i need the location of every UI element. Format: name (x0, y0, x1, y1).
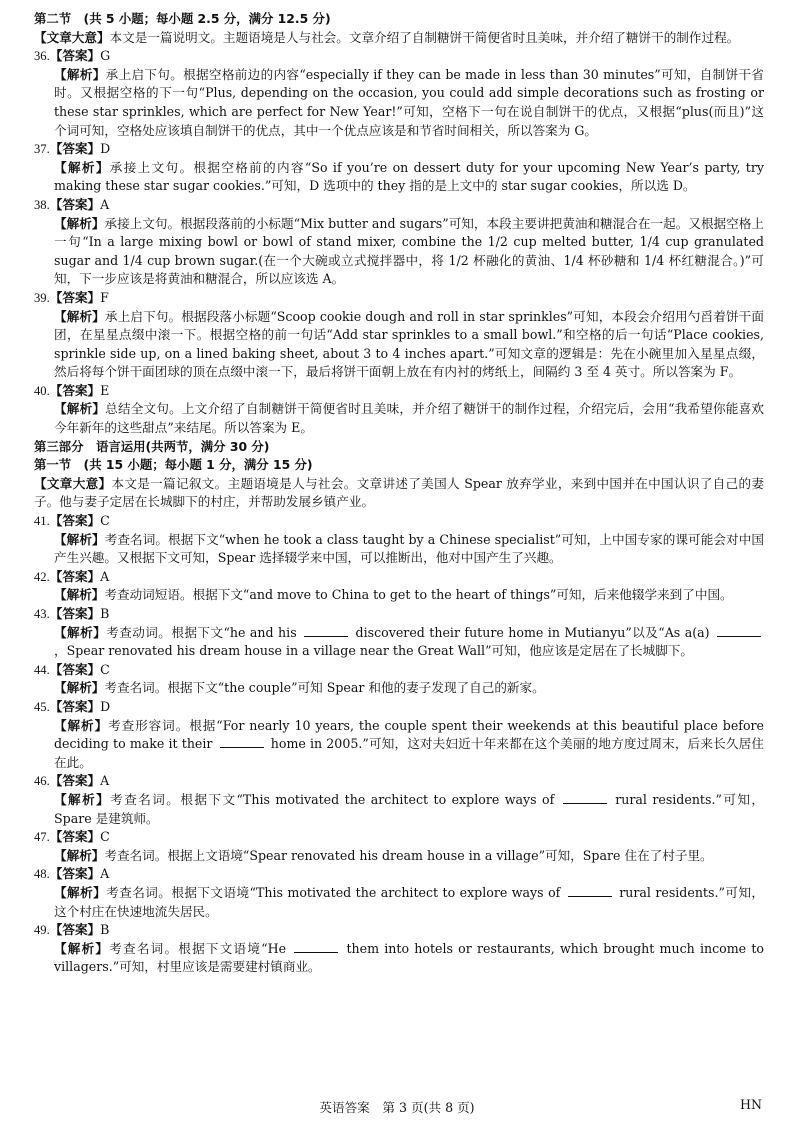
section-2-answers (34, 47, 764, 437)
question-number: 37. (34, 142, 50, 157)
blank-line (717, 624, 761, 637)
analysis-paragraph (34, 531, 764, 568)
answer-tag: 【答案】 (49, 829, 101, 845)
answer-tag: 【答案】 (49, 773, 101, 789)
question-number: 45. (34, 699, 50, 714)
summary-text: 本文是一篇记叙文。主题语境是人与社会。文章讲述了美国人 Spear 放弃学业，来到中国并在中国认识了自己的妻子。他与妻子定居在长城脚下的村庄，并帮助发展乡镇产业。 (34, 475, 764, 510)
answer-tag: 【答案】 (49, 922, 101, 938)
analysis-text: discovered their future home in Mutianyu”以及“As a(a) (351, 624, 715, 640)
analysis-paragraph (34, 624, 764, 661)
analysis-tag: 【解析】 (54, 587, 105, 603)
analysis-text: 考查名词。根据下文“the couple”可知 Spear 和他的妻子发现了自己的新家。 (104, 680, 545, 696)
analysis-paragraph (34, 791, 764, 828)
answer-tag: 【答案】 (49, 196, 101, 212)
question-number: 40. (34, 383, 50, 398)
answer-letter: A (100, 773, 110, 789)
analysis-text: 考查动词。根据下文“he and his (106, 624, 302, 640)
question-number: 38. (34, 197, 50, 212)
answer-letter: E (100, 382, 110, 398)
blank-line (304, 624, 348, 637)
answer-letter: A (100, 866, 110, 882)
answer-letter: C (100, 661, 110, 677)
question-answer-line (34, 828, 764, 847)
answer-letter: C (100, 513, 110, 529)
question-number: 46. (34, 774, 50, 789)
analysis-text: home in 2005.”可知，这对夫妇近十年来都在这个美丽的地方度过周末，后来长久居住在此。 (54, 736, 764, 770)
analysis-tag: 【解析】 (54, 308, 105, 324)
analysis-text: 总结全文句。上文介绍了自制糖饼干简便省时且美味，并介绍了糖饼干的制作过程，介绍完后，会用“我希望你能喜欢今年新年的这些甜点”来结尾。所以答案为 E。 (54, 401, 764, 436)
analysis-tag: 【解析】 (54, 791, 111, 807)
analysis-paragraph (34, 586, 764, 605)
analysis-text: 承上启下句。根据段落小标题“Scoop cookie dough and roll in star sprinkles”可知，本段会介绍用勺舀着饼干面团，在星星点缀中滚一下。根据空格的前一句话“Add star sprinkles to a small bowl.”和空格的后一句话“Place cookies, sprinkle side up, on a lined baking sheet, about 3 to 4 inches apart.”可知文章的逻辑是：先在小碗里加入星星点缀，然后将每个饼干面团球的顶在点缀中滚一下，最后将饼干面朝上放在有内衬的烤纸上，间隔约 3 至 4 英寸。所以答案为 F。 (54, 308, 764, 380)
answer-letter: D (100, 698, 111, 714)
analysis-paragraph (34, 159, 764, 196)
analysis-tag: 【解析】 (54, 531, 105, 547)
section-2-summary (34, 29, 764, 48)
answer-letter: G (100, 48, 111, 64)
summary-tag: 【文章大意】 (34, 475, 112, 491)
question-answer-line (34, 772, 764, 791)
question-answer-line (34, 512, 764, 531)
page-footer (0, 1097, 794, 1117)
analysis-text: 考查名词。根据下文语境“He (109, 940, 292, 956)
question-answer-line (34, 921, 764, 940)
analysis-paragraph (34, 66, 764, 140)
question-number: 43. (34, 607, 50, 621)
question-answer-line (34, 196, 764, 215)
analysis-tag: 【解析】 (54, 940, 110, 956)
answer-letter: A (100, 196, 110, 212)
question-answer-line (34, 568, 764, 587)
summary-text: 本文是一篇说明文。主题语境是人与社会。文章介绍了自制糖饼干简便省时且美味，并介绍了糖饼干的制作过程。 (109, 29, 740, 45)
footer-region-code: HN (739, 1097, 762, 1112)
analysis-paragraph (34, 215, 764, 289)
analysis-tag: 【解析】 (54, 717, 109, 733)
analysis-text: rural residents.”可知，Spare 是建筑师。 (54, 791, 764, 826)
question-number: 39. (34, 290, 50, 305)
analysis-text: 考查名词。根据上文语境“Spear renovated his dream house in a village”可知，Spare 住在了村子里。 (104, 847, 713, 863)
analysis-text: 考查名词。根据下文“when he took a class taught by a Chinese specialist”可知，上中国专家的课可能会对中国产生兴趣。又根据下文可知，Spear 选择辍学来中国，可以推断出，他对中国产生了兴趣。 (54, 531, 764, 566)
analysis-text: 考查名词。根据下文“This motivated the architect to explore ways of (110, 791, 560, 807)
analysis-text: 考查形容词。根据“For nearly 10 years, the couple spent their weekends at this beautiful place before deciding to make it their (54, 717, 764, 752)
section-3-subheading: 第一节 (共 15 小题；每小题 1 分，满分 15 分) (34, 457, 313, 473)
analysis-text: 考查动词短语。根据下文“and move to China to get to the heart of things”可知，后来他辍学来到了中国。 (104, 587, 733, 603)
section-3-answers (34, 512, 764, 977)
question-answer-line (34, 698, 764, 717)
answer-tag: 【答案】 (49, 866, 101, 882)
question-answer-line (34, 661, 764, 680)
analysis-text: them into hotels or restaurants, which brought much income to villagers.”可知，村里应该是需要建村镇商业。 (54, 940, 764, 975)
answer-tag: 【答案】 (49, 48, 101, 64)
analysis-paragraph (34, 940, 764, 977)
question-answer-line (34, 865, 764, 884)
answer-tag: 【答案】 (49, 513, 101, 529)
question-number: 36. (34, 49, 50, 64)
analysis-paragraph (34, 847, 764, 866)
analysis-tag: 【解析】 (54, 159, 110, 175)
blank-line (568, 884, 612, 897)
answer-letter: B (100, 922, 110, 938)
question-number: 41. (34, 514, 50, 529)
question-number: 49. (34, 923, 50, 938)
analysis-text: ，Spear renovated his dream house in a village near the Great Wall”可知，他应该是定居在了长城脚下。 (54, 643, 694, 659)
analysis-tag: 【解析】 (54, 401, 106, 417)
analysis-paragraph (34, 717, 764, 773)
answer-tag: 【答案】 (49, 606, 101, 621)
question-answer-line (34, 140, 764, 159)
summary-tag: 【文章大意】 (34, 29, 110, 45)
analysis-paragraph (34, 679, 764, 698)
analysis-text: 承上启下句。根据空格前边的内容“especially if they can be made in less than 30 minutes”可知，自制饼干省时。又根据空格的下一句“Plus, depending on the occasion, you could add simple decorations such as frosting or these star sprinkles, which are perfect for New Year!”可知，空格下一句在说自制饼干的优点，又根据“plus(而且)”这个词可知，空格处应该填自制饼干的优点，其中一个优点应该是和节省时间相关，所以答案为 G。 (54, 66, 764, 138)
analysis-tag: 【解析】 (54, 884, 107, 900)
analysis-tag: 【解析】 (54, 215, 105, 231)
section-3-heading: 第三部分 语言运用(共两节，满分 30 分) (34, 438, 270, 454)
question-number: 44. (34, 662, 50, 677)
analysis-text: rural residents.”可知，这个村庄在快速地流失居民。 (54, 884, 764, 919)
question-number: 48. (34, 867, 50, 882)
analysis-tag: 【解析】 (54, 624, 107, 640)
analysis-paragraph (34, 400, 764, 437)
analysis-tag: 【解析】 (54, 680, 105, 696)
blank-line (294, 940, 338, 953)
blank-line (220, 735, 264, 748)
question-answer-line (34, 289, 764, 308)
section-2-heading: 第二节 (共 5 小题；每小题 2.5 分，满分 12.5 分) (34, 11, 331, 26)
analysis-tag: 【解析】 (54, 847, 105, 863)
answer-tag: 【答案】 (49, 382, 101, 398)
question-answer-line (34, 47, 764, 66)
footer-page-number: 英语答案 第 3 页(共 8 页) (319, 1100, 475, 1115)
analysis-paragraph (34, 308, 764, 382)
question-answer-line (34, 605, 764, 624)
answer-tag: 【答案】 (49, 289, 101, 305)
analysis-text: 考查名词。根据下文语境“This motivated the architect to explore ways of (106, 884, 565, 900)
answer-tag: 【答案】 (49, 141, 101, 157)
answer-letter: A (100, 568, 110, 584)
answer-tag: 【答案】 (49, 661, 101, 677)
analysis-text: 承接上文句。根据段落前的小标题“Mix butter and sugars”可知，本段主要讲把黄油和糖混合在一起。又根据空格上一句“In a large mixing bowl or bowl of stand mixer, combine the 1/2 cup melted butter, 1/4 cup granulated sugar and 1/4 cup brown sugar.(在一个大碗或立式搅拌器中，将 1/2 杯融化的黄油、1/4 杯砂糖和 1/4 杯红糖混合。)”可知，下一步应该是将黄油和糖混合，所以应该选 A。 (54, 215, 764, 287)
analysis-text: 承接上文句。根据空格前的内容“So if you’re on dessert duty for your upcoming New Year’s party, try making these star sugar cookies.”可知，D 选项中的 they 指的是上文中的 star sugar cookies，所以选 D。 (54, 159, 764, 194)
section-3-summary (34, 475, 764, 512)
answer-tag: 【答案】 (49, 568, 101, 584)
question-answer-line (34, 382, 764, 401)
question-number: 47. (34, 830, 50, 845)
answer-letter: B (100, 606, 110, 621)
answer-letter: D (100, 141, 111, 157)
answer-letter: C (100, 829, 110, 845)
answer-letter: F (100, 289, 109, 305)
answer-page (34, 10, 764, 1095)
question-number: 42. (34, 569, 50, 584)
blank-line (563, 791, 607, 804)
analysis-paragraph (34, 884, 764, 921)
answer-tag: 【答案】 (49, 698, 101, 714)
analysis-tag: 【解析】 (54, 66, 106, 82)
